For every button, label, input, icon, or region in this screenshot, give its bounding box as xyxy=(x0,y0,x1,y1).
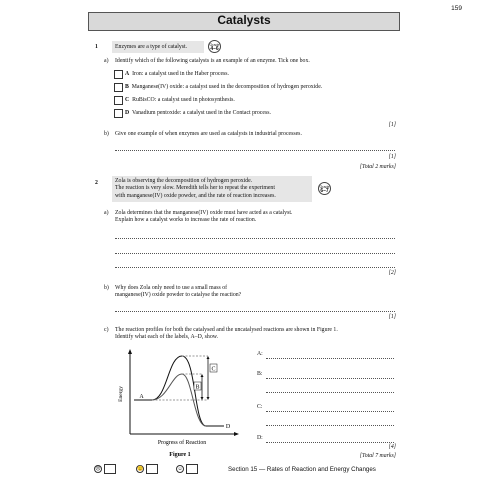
q2-total: [Total 7 marks] xyxy=(359,453,396,459)
y-axis-title: Energy xyxy=(118,386,124,402)
answer-c-line-1[interactable] xyxy=(266,411,394,412)
option-b-checkbox[interactable] xyxy=(114,83,123,92)
q2c-label: c) xyxy=(104,327,109,333)
text-line: manganese(IV) oxide powder to catalyse the reaction? xyxy=(115,292,242,299)
q2c-marks: [4] xyxy=(388,444,396,450)
q2a-answer-line-3[interactable] xyxy=(115,267,395,268)
y-axis-arrow xyxy=(128,349,132,354)
q1a-label: a) xyxy=(104,58,109,64)
q2-stem xyxy=(115,178,276,200)
footer-section: Section 15 — Rates of Reaction and Energy Changes xyxy=(228,466,376,473)
option-d xyxy=(125,110,271,117)
reaction-profile-figure xyxy=(112,348,252,460)
text-line: Identify what each of the labels, A–D, show. xyxy=(115,334,218,341)
q2b-answer-line[interactable] xyxy=(115,311,395,312)
q1-grade-badge xyxy=(208,40,221,53)
page-title: Catalysts xyxy=(217,13,271,27)
grade-label: Grade xyxy=(209,43,220,47)
answer-b-line-1[interactable] xyxy=(266,378,394,379)
confidence-mid-box[interactable] xyxy=(146,464,158,474)
page-number: 159 xyxy=(451,5,462,12)
label-b: B xyxy=(195,384,200,391)
q1b-marks: [1] xyxy=(388,154,396,160)
stem-line: with manganese(IV) oxide powder, and the rate of reaction increases. xyxy=(115,192,276,199)
q1a-marks: [1] xyxy=(388,122,396,128)
option-b xyxy=(125,84,322,91)
answer-c-line-2[interactable] xyxy=(266,425,394,426)
confidence-mid-face-icon: 😐 xyxy=(137,467,144,472)
q2-grade-badge xyxy=(318,182,331,195)
q1-stem: Enzymes are a type of catalyst. xyxy=(115,44,188,50)
figure-caption: Figure 1 xyxy=(169,452,191,458)
answer-d-line[interactable] xyxy=(266,442,394,443)
answer-label-d: D: xyxy=(257,435,263,441)
text-line: Zola determines that the manganese(IV) oxide must have acted as a catalyst. xyxy=(115,210,293,216)
q2a-answer-line-1[interactable] xyxy=(115,238,395,239)
arrow-c-head-top xyxy=(207,356,210,359)
option-c-checkbox[interactable] xyxy=(114,96,123,105)
x-axis-title: Progress of Reaction xyxy=(157,440,207,446)
option-letter: D xyxy=(125,110,130,116)
confidence-high-face-icon: ☺ xyxy=(177,467,183,472)
grade-value: 4–6 xyxy=(210,46,219,52)
q2b-label: b) xyxy=(104,285,109,291)
q2b-marks: [1] xyxy=(388,314,396,320)
arrow-c-head-bottom xyxy=(207,397,210,400)
grade-label: Grade xyxy=(319,185,330,189)
option-letter: C xyxy=(125,97,130,103)
option-a-checkbox[interactable] xyxy=(114,70,123,79)
q2a-marks: [2] xyxy=(388,270,396,276)
arrow-b-head-top xyxy=(201,374,204,377)
arrow-b-head-bottom xyxy=(201,397,204,400)
option-c xyxy=(125,97,235,104)
confidence-low-face-icon: ☹ xyxy=(95,467,101,472)
option-text: Vanadium pentoxide: a catalyst used in the Contact process. xyxy=(131,110,271,116)
confidence-low-box[interactable] xyxy=(104,464,116,474)
option-text: Iron: a catalyst used in the Haber process. xyxy=(132,71,229,77)
text-line: The reaction profiles for both the catalysed and the uncatalysed reactions are shown in Figure 1. xyxy=(115,327,338,333)
q2-number: 2 xyxy=(95,180,98,186)
confidence-high-box[interactable] xyxy=(186,464,198,474)
stem-line: The reaction is very slow. Meredith tells her to repeat the experiment xyxy=(115,185,275,192)
q2c-text xyxy=(115,327,338,342)
answer-b-line-2[interactable] xyxy=(266,392,394,393)
q1a-text: Identify which of the following catalysts is an example of an enzyme. Tick one box. xyxy=(115,58,310,64)
q2a-label: a) xyxy=(104,210,109,216)
q1b-text: Give one example of when enzymes are used as catalysts in industrial processes. xyxy=(115,131,302,137)
option-text: Manganese(IV) oxide: a catalyst used in the decomposition of hydrogen peroxide. xyxy=(131,84,323,90)
option-letter: B xyxy=(125,84,129,90)
label-c: C xyxy=(211,366,216,373)
q1-total: [Total 2 marks] xyxy=(359,164,396,170)
label-d: D xyxy=(225,424,231,430)
option-a xyxy=(125,71,229,78)
grade-value: 6–7 xyxy=(320,188,329,194)
answer-label-b: B: xyxy=(257,371,263,377)
text-line: Explain how a catalyst works to increase the rate of reaction. xyxy=(115,217,257,224)
answer-label-a: A: xyxy=(257,351,263,357)
q2b-text xyxy=(115,285,241,300)
option-text: RuBisCO: a catalyst used in photosynthesis. xyxy=(132,97,235,103)
x-axis-arrow xyxy=(234,432,239,436)
label-a: A xyxy=(139,394,144,400)
q1b-label: b) xyxy=(104,131,109,137)
q2a-answer-line-2[interactable] xyxy=(115,253,395,254)
q1-number: 1 xyxy=(95,44,98,50)
option-letter: A xyxy=(125,71,130,77)
q1b-answer-line[interactable] xyxy=(115,150,395,151)
q2a-text xyxy=(115,210,292,225)
text-line: Why does Zola only need to use a small mass of xyxy=(115,285,228,291)
stem-line: Zola is observing the decomposition of hydrogen peroxide. xyxy=(115,178,253,184)
option-d-checkbox[interactable] xyxy=(114,109,123,118)
answer-label-c: C: xyxy=(257,404,263,410)
answer-a-line[interactable] xyxy=(266,358,394,359)
